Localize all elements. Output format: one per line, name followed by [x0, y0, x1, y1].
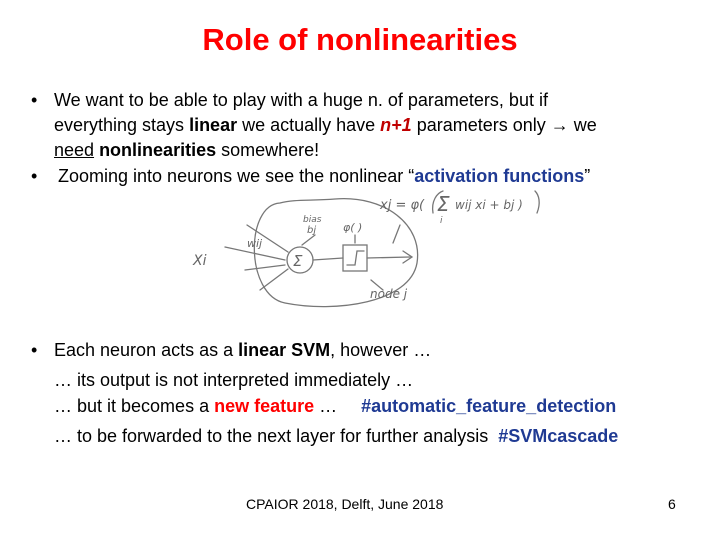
bullet-1-line-2: [54, 113, 597, 138]
bias-sub: bj: [307, 225, 317, 236]
bullet-text: …: [314, 396, 338, 416]
page-number: 6: [668, 496, 676, 512]
n-plus-one: n+1: [380, 115, 412, 135]
underlined-need: need: [54, 140, 95, 160]
bullet-text: parameters only: [411, 115, 551, 135]
bullet-text: we actually have: [237, 115, 381, 135]
bold-nonlinearities: nonlinearities: [99, 140, 217, 160]
bullet-3-line-1: [54, 338, 431, 363]
bullet-text: … to be forwarded to the next layer for further analysis: [54, 426, 489, 446]
slide-title: Role of nonlinearities: [202, 22, 518, 57]
neuron-sketch: [185, 185, 555, 315]
bullet-text: … its output is not interpreted immediately …: [54, 370, 414, 390]
activation-functions-label: activation functions: [414, 166, 585, 186]
bullet-text: We want to be able to play with a huge n. of parameters, but if: [54, 90, 548, 110]
bullet-text: ”: [584, 166, 591, 186]
formula-rhs: wij xi + bj ): [455, 198, 523, 212]
bullet-3-line-3: [54, 394, 616, 419]
formula-sub: i: [440, 216, 443, 226]
sum-symbol: Σ: [293, 252, 303, 270]
weight-label: wij: [247, 237, 263, 250]
bullet-text: , however …: [330, 340, 432, 360]
bullet-1-line-3: [54, 138, 319, 163]
formula-sum: Σ: [437, 192, 450, 216]
bold-linear-svm: linear SVM: [238, 340, 331, 360]
bullet-text: we: [568, 115, 597, 135]
formula-lhs: xj = φ(: [380, 198, 425, 213]
bullet-dot: •: [31, 90, 38, 110]
bullet-text: somewhere!: [216, 140, 320, 160]
new-feature-label: new feature: [214, 396, 315, 416]
bullet-text: everything stays: [54, 115, 190, 135]
hashtag-svmcascade: #SVMcascade: [498, 426, 619, 446]
bullet-3-line-2: [54, 368, 413, 393]
footer-text: CPAIOR 2018, Delft, June 2018: [246, 496, 444, 512]
bullet-1-line-1: [54, 88, 548, 113]
bias-label: bias: [303, 215, 322, 225]
input-label: Xi: [193, 253, 207, 269]
bullet-dot: •: [31, 166, 38, 186]
bullet-text: Zooming into neurons we see the nonlinear “: [58, 166, 415, 186]
bullet-text: … but it becomes a: [54, 396, 215, 416]
bullet-3-line-4: [54, 424, 618, 449]
hashtag-automatic-feature-detection: #automatic_feature_detection: [361, 396, 617, 416]
bullet-dot: •: [31, 340, 38, 360]
bullet-text: Each neuron acts as a: [54, 340, 239, 360]
arrow-icon: →: [550, 115, 569, 135]
bold-linear: linear: [189, 115, 238, 135]
node-label: node j: [370, 287, 408, 301]
phi-label: φ( ): [343, 221, 363, 234]
